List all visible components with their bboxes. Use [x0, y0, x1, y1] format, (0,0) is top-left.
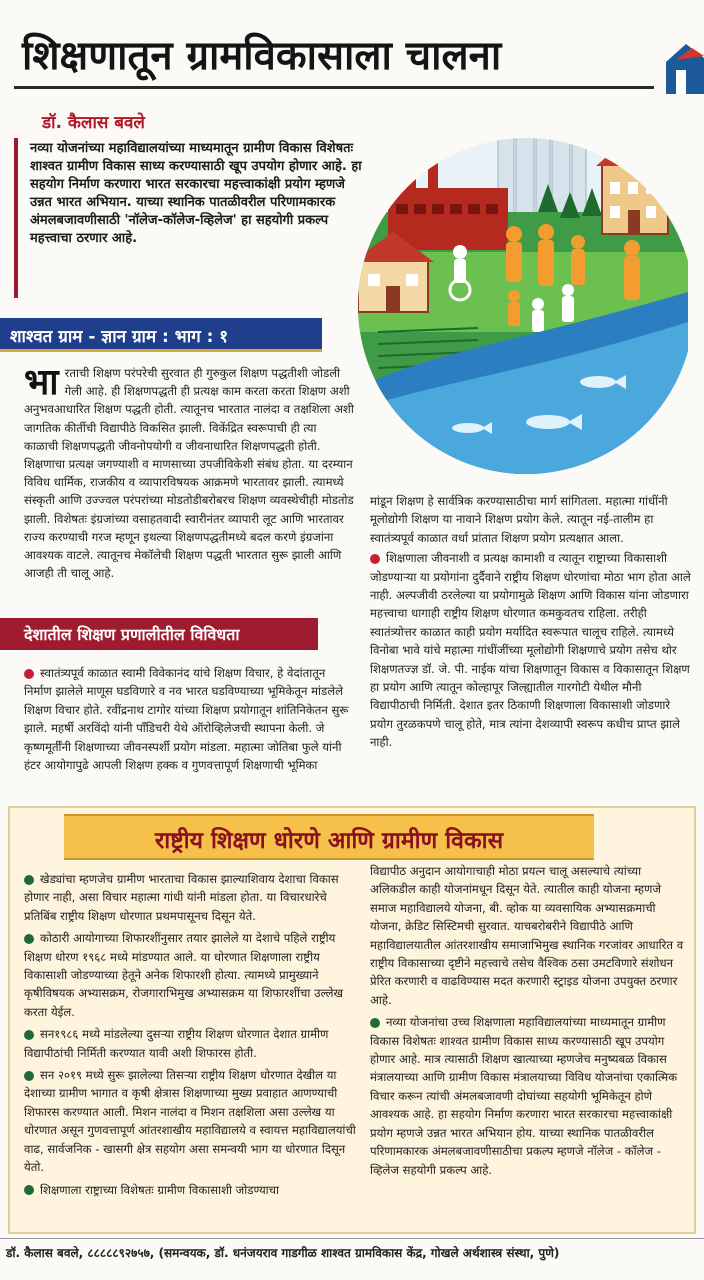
title-divider — [14, 86, 654, 89]
policy-left-item: कोठारी आयोगाच्या शिफारशींनुसार तयार झालेले या देशाचे पहिले राष्ट्रीय शिक्षण धोरण १९६८ मध्ये मांडण्यात आले. या धोरणात शिक्षणाला राष्ट्रीय विकासाशी जोडण्याच्या हेतूने अनेक शिफारशी होत्या. त्यामध्ये प्रामुख्याने कृषीविषयक अभ्यासक्रम, रोजगाराभिमुख अभ्यासक्रम या शिफारशींचा उल्लेख करता येईल. — [24, 931, 344, 1019]
green-bullet-icon — [24, 934, 34, 944]
newspaper-logo-icon — [662, 22, 704, 94]
policy-left-item: सन१९८६ मध्ये मांडलेल्या दुसऱ्या राष्ट्रीय शिक्षण धोरणात देशात ग्रामीण विद्यापीठांची निर्मिती करण्यात यावी अशी शिफारस होती. — [24, 1027, 329, 1060]
policy-left-item: शिक्षणाला राष्ट्राच्या विशेषतः ग्रामीण विकासाशी जोडण्याचा — [40, 1182, 280, 1197]
village-illustration-icon — [348, 92, 688, 484]
series-band-label: शाश्वत ग्राम - ज्ञान ग्राम : भाग : १ — [10, 327, 229, 347]
section2-text: स्वातंत्र्यपूर्व काळात स्वामी विवेकानंद यांचे शिक्षण विचार, हे वेदांतातून निर्माण झालेले माणूस घडविणारे व नव भारत घडविण्याच्या भूमिकेतून मांडलेले शिक्षण विचार होते. रवींद्रनाथ टागोर यांच्या शिक्षण प्रयोगातून शांतिनिकेतन सुरू झाले. महर्षी अरविंदो यांनी पॉंडिचरी येथे ऑरोव्हिलेजची स्थापना केली. जे कृष्णमूर्तींनी शिक्षणाच्या जीवनस्पर्शी प्रयोग मांडला. महात्मा जोतिबा फुले यांनी हंटर आयोगापुढे आपली शिक्षण हक्क व गुणवत्तापूर्ण शिक्षणाची भूमिका — [24, 666, 349, 773]
policy-left-item: सन २०१९ मध्ये सुरू झालेल्या तिसऱ्या राष्ट्रीय शिक्षण धोरणात देखील या देशाच्या ग्रामीण भागात व कृषी क्षेत्रास शिक्षणाच्या मुख्य प्रवाहात आणण्याची शिफारस करण्यात आली. मिशन नालंदा व मिशन तक्षशिला असा उल्लेख या धोरणात असून गुणवत्तापूर्ण आंतरशाखीय महाविद्यालये व स्वायत्त महाविद्यालयांची वाढ, सार्वजनिक - खासगी क्षेत्र सहयोग असा समन्वयी भाग या धोरणात दिसून येतो. — [24, 1068, 356, 1175]
policy-left-column — [24, 870, 360, 1203]
section1-body — [24, 364, 354, 582]
intro-accent-bar — [14, 138, 18, 298]
policy-right-item: नव्या योजनांचा उच्च शिक्षणाला महाविद्यालयांच्या माध्यमातून ग्रामीण विकास विशेषतः शाश्वत ग्रामीण विकास साध्य करण्यासाठी खूप उपयोग होणार आहे. मात्र त्यासाठी शिक्षण खात्याच्या म्हणजेच मनुष्यबळ विकास मंत्रालयाच्या आणि ग्रामीण विकास मंत्रालयाच्या विविध योजनांचा एकात्मिक विचार करून त्यांची अंमलबजावणी दोघांच्या सहयोगी भूमिकेतून होणे आवश्यक आहे. हा सहयोग निर्माण करणारा भारत सरकारचा महत्त्वाकांक्षी प्रयोग म्हणजे उन्नत भारत अभियान होय. याच्या स्थानिक पातळीवरील परिणामकारक अंमलबजावणीसाठीचा प्रकल्प म्हणजे नॉलेज - कॉलेज - व्हिलेज सहयोगी प्रकल्प आहे. — [370, 1015, 678, 1177]
section3-body — [370, 492, 692, 754]
green-bullet-icon — [24, 1030, 34, 1040]
section1-text: रताची शिक्षण परंपरेची सुरवात ही गुरुकुल शिक्षण पद्धतीशी जोडली गेली आहे. ही शिक्षणपद्धती ही प्रत्यक्ष काम करता करता शिक्षण अशी अनुभवआधारित शिक्षण पद्धती होती. त्यातूनच भारतात नालंदा व तक्षशिला अशी जागतिक कीर्तीची विद्यापीठे विकसित झाली. विकेंद्रित स्वरूपाची ही त्या काळाची शिक्षणपद्धती जीवनोपयोगी व जीवनाधारित शिक्षणपद्धती होती. शिक्षणाचा प्रत्यक्ष जगण्याशी व माणसाच्या उपजीविकेशी संबंध होता. या दरम्यान विविध धार्मिक, राजकीय व व्यापारविषयक आक्रमणे भारतावर झाली. त्यामध्ये संस्कृती आणि उज्ज्वल परंपरांच्या मोडतोडीबरोबरच शिक्षण व्यवस्थेचीही मोडतोड झाली. विशेषतः इंग्रजांच्या वसाहतवादी स्वारीनंतर व्यापारी लूट आणि भारतावर राज्य करण्याची गरज म्हणून इथल्या शिक्षणपद्धतीमध्ये बदल करणे इंग्रजांना आवश्यक वाटले. त्यातूनच मेकॉलेची शिक्षण पद्धती भारतात सुरू झाली आणि आजही ती चालू आहे. — [24, 366, 354, 581]
green-bullet-icon — [24, 875, 34, 885]
section3-para2: शिक्षणाला जीवनाशी व प्रत्यक्ष कामाशी व त्यातून राष्ट्राच्या विकासाशी जोडण्याऱ्या या प्रयोगांना दुर्दैवाने राष्ट्रीय शिक्षण धोरणांचा मोठा भाग होता आले नाही. अल्पजीवी ठरलेल्या या प्रयोगामुळे शिक्षण आणि विकास यांना जोडणारा महत्त्वाचा धागाही राष्ट्रीय शिक्षण धोरणात कमकुवतच राहिला. तरीही स्वातंत्र्योत्तर काळात काही प्रयोग मर्यादित स्वरूपात चालूच राहिले. त्यामध्ये विनोबा भावे यांचे महात्मा गांधींजींच्या मूलोद्योगी शिक्षणाचे प्रयोग तसेच थोर शिक्षणतज्ज्ञ डॉ. जे. पी. नाईक यांचा शिक्षणातून विकास व विकासातून शिक्षण हा प्रयोग आणि त्यातून कोल्हापूर जिल्ह्यातील गारगोटी येथील मौनी विद्यापीठाची निर्मिती. देशात इतर ठिकाणी शिक्षणाला विकासाशी जोडणारे प्रयोग तुरळकपणे चालू होते, मात्र त्यांना देशव्यापी स्वरूप कधीच प्राप्त झाले नाही. — [370, 551, 691, 750]
author-footer: डॉ. कैलास बवले, ८८८८८९२७५७, (समन्वयक, डॉ. धनंजयराव गाडगीळ शाश्वत ग्रामविकास केंद्र, गोखले अर्थशास्त्र संस्था, पुणे) — [6, 1246, 560, 1260]
red-bullet-icon — [24, 669, 34, 679]
policy-left-item: खेड्यांचा म्हणजेच ग्रामीण भारताचा विकास झाल्याशिवाय देशाचा विकास होणार नाही, असा विचार महात्मा गांधी यांनी मांडला होता. या विचारधारेचे प्रतिबिंब राष्ट्रीय शिक्षण धोरणात प्रथमपासूनच दिसून येते. — [24, 872, 339, 923]
green-bullet-icon — [24, 1185, 34, 1195]
red-bullet-icon — [370, 554, 380, 564]
article-title: शिक्षणातून ग्रामविकासाला चालना — [22, 33, 502, 79]
author-name: डॉ. कैलास बवले — [42, 113, 145, 133]
section2-body — [24, 664, 354, 774]
policy-heading: राष्ट्रीय शिक्षण धोरणे आणि ग्रामीण विकास — [154, 828, 504, 854]
drop-cap: भा — [24, 362, 59, 403]
section2-heading: देशातील शिक्षण प्रणालीतील विविधता — [24, 625, 240, 644]
intro-text: नव्या योजनांच्या महाविद्यालयांच्या माध्यमातून ग्रामीण विकास विशेषतः शाश्वत ग्रामीण विकास साध्य करण्यासाठी खूप उपयोग होणार आहे. हा सहयोग निर्माण करणारा भारत सरकारचा महत्त्वाकांक्षी प्रयोग म्हणजे उन्नत भारत अभियान. याच्या स्थानिक पातळीवरील परिणामकारक अंमलबजावणीसाठी 'नॉलेज-कॉलेज-व्हिलेज' हा सहयोगी प्रकल्प महत्त्वाचा ठरणार आहे. — [30, 141, 362, 246]
series-band — [0, 318, 322, 352]
green-bullet-icon — [370, 1018, 380, 1028]
section2-heading-band — [0, 618, 318, 650]
section3-para1: मांडून शिक्षण हे सार्वत्रिक करण्यासाठीचा मार्ग सांगितला. महात्मा गांधींनी मूलोद्योगी शिक्षण या नावाने शिक्षण प्रयोग केले. त्यातून नई-तालीम हा स्वातंत्र्यपूर्व काळात वर्धा प्रांतात शिक्षण प्रयोग प्रत्यक्षात आला. — [370, 494, 668, 545]
green-bullet-icon — [24, 1071, 34, 1081]
policy-right-item: विद्यापीठ अनुदान आयोगाचाही मोठा प्रयत्न चालू असल्याचे त्यांच्या अलिकडील काही योजनांमधून दिसून येते. त्यातील काही योजना म्हणजे समाज महाविद्यालये योजना, बी. व्होक या व्यवसायिक अभ्यासक्रमाची योजना, क्रेडिट सिस्टिमची सुरवात. याचबरोबरीने विद्यापीठे आणि महाविद्यालयातील आंतरशाखीय समाजाभिमुख स्थानिक गरजांवर आधारित व राष्ट्रीय विकासाच्या दृष्टीने महत्त्वाचे तसेच वैश्विक ठसा उमटविणारे संशोधन प्रेरित करणारी व वाढविण्यास मदत करणारी स्ट्राइड योजना उपयुक्त ठरणार आहे. — [370, 864, 684, 1007]
policy-heading-band — [64, 814, 594, 860]
footer-divider — [0, 1238, 704, 1239]
policy-right-column — [370, 862, 688, 1183]
